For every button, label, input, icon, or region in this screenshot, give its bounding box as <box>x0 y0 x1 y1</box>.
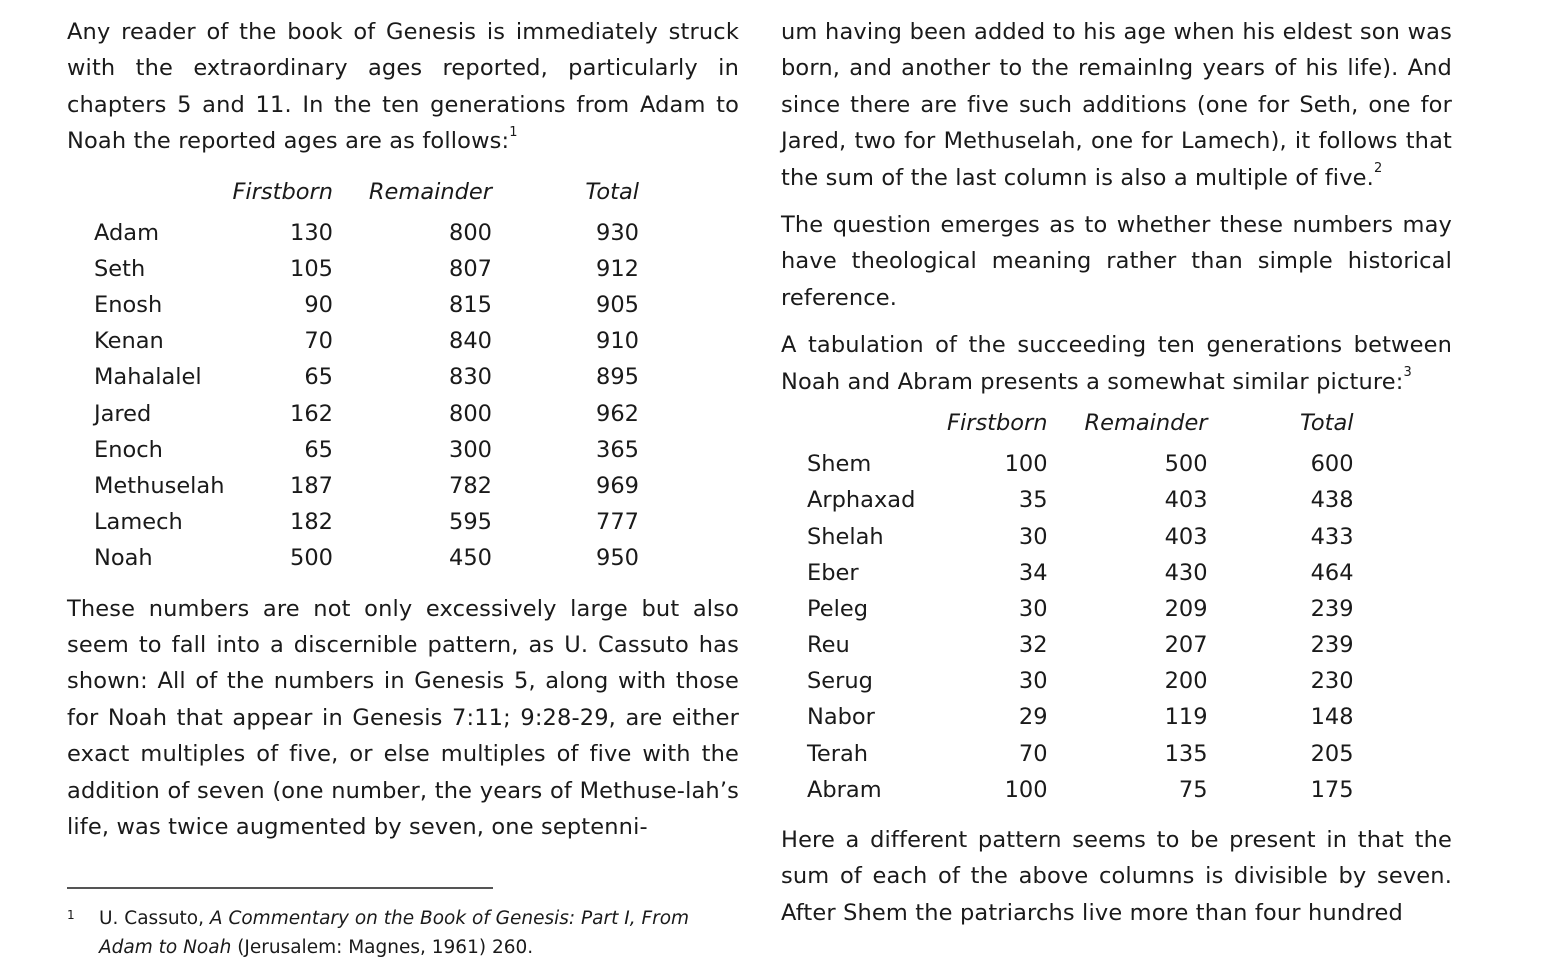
remainder-years: 135 <box>1164 740 1208 767</box>
firstborn-age: 65 <box>304 364 333 391</box>
table-row <box>94 468 639 504</box>
patriarch-name: Jared <box>94 400 152 427</box>
total-age: 239 <box>1310 632 1354 659</box>
remainder-years: 830 <box>449 364 492 391</box>
firstborn-age: 30 <box>1018 595 1048 622</box>
remainder-years: 207 <box>1164 632 1208 659</box>
table-row <box>807 555 1354 591</box>
remainder-years: 200 <box>1164 668 1208 695</box>
total-age: 230 <box>1310 668 1354 695</box>
table-row <box>807 446 1354 482</box>
table-row <box>807 772 1354 808</box>
total-age: 962 <box>596 400 639 427</box>
firstborn-age: 500 <box>290 545 333 572</box>
header-firstborn: Firstborn <box>232 178 333 205</box>
patriarch-name: Enoch <box>94 436 163 463</box>
patriarch-name: Noah <box>94 545 153 572</box>
footnote-book-title: A Commentary on the Book of Genesis: Part I, From Adam to Noah <box>99 908 690 958</box>
remainder-years: 840 <box>449 328 492 355</box>
table-row <box>807 482 1354 518</box>
continuation-paragraph <box>781 14 1452 196</box>
firstborn-age: 100 <box>1004 451 1048 478</box>
firstborn-age: 90 <box>304 292 333 319</box>
total-age: 205 <box>1310 740 1354 767</box>
firstborn-age: 29 <box>1018 704 1048 731</box>
table-row <box>94 540 639 576</box>
footnote <box>67 905 739 963</box>
patriarch-name: Terah <box>807 740 869 767</box>
question-paragraph: The question emerges as to whether these numbers may have theological meaning rather than simple historical reference. <box>781 212 1452 311</box>
remainder-years: 595 <box>449 509 492 536</box>
total-age: 910 <box>596 328 639 355</box>
firstborn-age: 100 <box>1004 776 1048 803</box>
footnote-author: U. Cassuto, <box>99 908 210 929</box>
table-row <box>807 518 1354 554</box>
total-age: 148 <box>1310 704 1354 731</box>
firstborn-age: 34 <box>1018 559 1048 586</box>
patriarch-name: Serug <box>807 668 873 695</box>
total-age: 777 <box>596 509 639 536</box>
patriarch-name: Arphaxad <box>807 487 916 514</box>
total-age: 950 <box>596 545 639 572</box>
total-age: 905 <box>596 292 639 319</box>
tabulation-text: A tabulation of the succeeding ten generations between Noah and Abram presents a somewhat similar picture: <box>781 332 1452 395</box>
footnote-publication: (Jerusalem: Magnes, 1961) 260. <box>231 936 534 958</box>
remainder-years: 815 <box>449 292 492 319</box>
intro-paragraph <box>67 14 739 160</box>
pattern-paragraph: Here a different pattern seems to be present in that the sum of each of the above columns is divisible by seven. After Shem the patriarchs live more than four hundred <box>781 826 1452 926</box>
remainder-years: 403 <box>1164 487 1208 514</box>
table-row <box>94 251 639 287</box>
patriarch-name: Reu <box>807 632 850 659</box>
total-age: 912 <box>596 255 639 282</box>
tabulation-paragraph <box>781 327 1452 400</box>
patriarch-name: Shem <box>807 451 872 478</box>
table-row <box>94 323 639 359</box>
total-age: 175 <box>1310 776 1354 803</box>
continuation-text: um having been added to his age when his eldest son was born, and another to the remainIng years of his life). And since there are five such additions (one for Seth, one for Jared, two for Methuselah, one for Lamech), it follows that the sum of the last column is also a multiple of five. <box>781 19 1452 191</box>
firstborn-age: 162 <box>290 400 333 427</box>
patriarch-name: Shelah <box>807 523 884 550</box>
table-body <box>807 446 1354 808</box>
table-row <box>94 215 639 251</box>
footnote-ref-2[interactable]: 2 <box>1373 161 1383 177</box>
patriarch-name: Eber <box>807 559 859 586</box>
firstborn-age: 30 <box>1018 668 1048 695</box>
remainder-years: 119 <box>1164 704 1208 731</box>
remainder-years: 800 <box>449 400 492 427</box>
header-blank <box>807 410 947 446</box>
remainder-years: 500 <box>1164 451 1208 478</box>
remainder-years: 807 <box>449 255 492 282</box>
header-firstborn: Firstborn <box>947 410 1048 437</box>
table-row <box>94 396 639 432</box>
firstborn-age: 65 <box>304 436 333 463</box>
total-age: 969 <box>596 473 639 500</box>
firstborn-age: 70 <box>304 328 333 355</box>
firstborn-age: 30 <box>1018 523 1048 550</box>
table-row <box>94 504 639 540</box>
patriarch-name: Peleg <box>807 595 868 622</box>
table-row <box>94 359 639 395</box>
total-age: 464 <box>1310 559 1354 586</box>
firstborn-age: 32 <box>1018 632 1048 659</box>
generations-table-adam-noah <box>94 179 639 577</box>
patriarch-name: Nabor <box>807 704 875 731</box>
table-row <box>807 663 1354 699</box>
table-row <box>94 432 639 468</box>
header-blank <box>94 179 231 215</box>
table-header-row <box>807 410 1354 446</box>
footnote-ref-3[interactable]: 3 <box>1403 365 1412 381</box>
second-paragraph: These numbers are not only excessively large but also seem to fall into a discernible pattern, as U. Cassuto has shown: All of the numbers in Genesis 5, along with those for Noah that appear in Genesis 7:11; 9:28-29, are either exact multiples of five, or else multiples of five with the addition of seven (one number, the years of Methuse-lah’s life, was twice augmented by seven, one septenni- <box>67 595 739 840</box>
footnote-ref-1[interactable]: 1 <box>509 124 518 140</box>
left-column <box>67 14 739 845</box>
patriarch-name: Adam <box>94 219 159 246</box>
header-total: Total <box>1299 410 1354 437</box>
header-remainder: Remainder <box>1084 410 1208 437</box>
remainder-years: 430 <box>1164 559 1208 586</box>
remainder-years: 403 <box>1164 523 1208 550</box>
generations-table-noah-abram <box>807 410 1354 808</box>
table-row <box>807 627 1354 663</box>
table-row <box>807 736 1354 772</box>
firstborn-age: 182 <box>290 509 333 536</box>
table-body <box>94 215 639 577</box>
remainder-years: 800 <box>449 219 492 246</box>
total-age: 930 <box>596 219 639 246</box>
footnote-mark: 1 <box>67 908 75 922</box>
total-age: 433 <box>1310 523 1354 550</box>
total-age: 365 <box>596 436 639 463</box>
firstborn-age: 105 <box>290 255 333 282</box>
table-header-row <box>94 179 639 215</box>
table-row <box>94 287 639 323</box>
total-age: 438 <box>1310 487 1354 514</box>
patriarch-name: Kenan <box>94 328 164 355</box>
remainder-years: 782 <box>449 473 492 500</box>
firstborn-age: 35 <box>1018 487 1048 514</box>
table-row <box>807 699 1354 735</box>
firstborn-age: 130 <box>290 219 333 246</box>
firstborn-age: 187 <box>290 473 333 500</box>
total-age: 239 <box>1310 595 1354 622</box>
patriarch-name: Enosh <box>94 292 163 319</box>
header-total: Total <box>585 178 639 205</box>
patriarch-name: Lamech <box>94 509 183 536</box>
footnote-rule <box>67 887 493 889</box>
patriarch-name: Seth <box>94 255 146 282</box>
table-row <box>807 591 1354 627</box>
patriarch-name: Mahalalel <box>94 364 202 391</box>
intro-text: Any reader of the book of Genesis is immediately struck with the extraordinary ages reported, particularly in chapters 5 and 11. In the ten generations from Adam to Noah the reported ages are as follows: <box>67 19 739 155</box>
firstborn-age: 70 <box>1018 740 1048 767</box>
patriarch-name: Methuselah <box>94 473 225 500</box>
total-age: 895 <box>596 364 639 391</box>
footnote-text <box>67 905 739 963</box>
patriarch-name: Abram <box>807 776 882 803</box>
remainder-years: 450 <box>449 545 492 572</box>
remainder-years: 75 <box>1178 776 1208 803</box>
remainder-years: 300 <box>449 436 492 463</box>
right-column <box>781 14 1452 931</box>
remainder-years: 209 <box>1164 595 1208 622</box>
header-remainder: Remainder <box>368 178 492 205</box>
total-age: 600 <box>1310 451 1354 478</box>
